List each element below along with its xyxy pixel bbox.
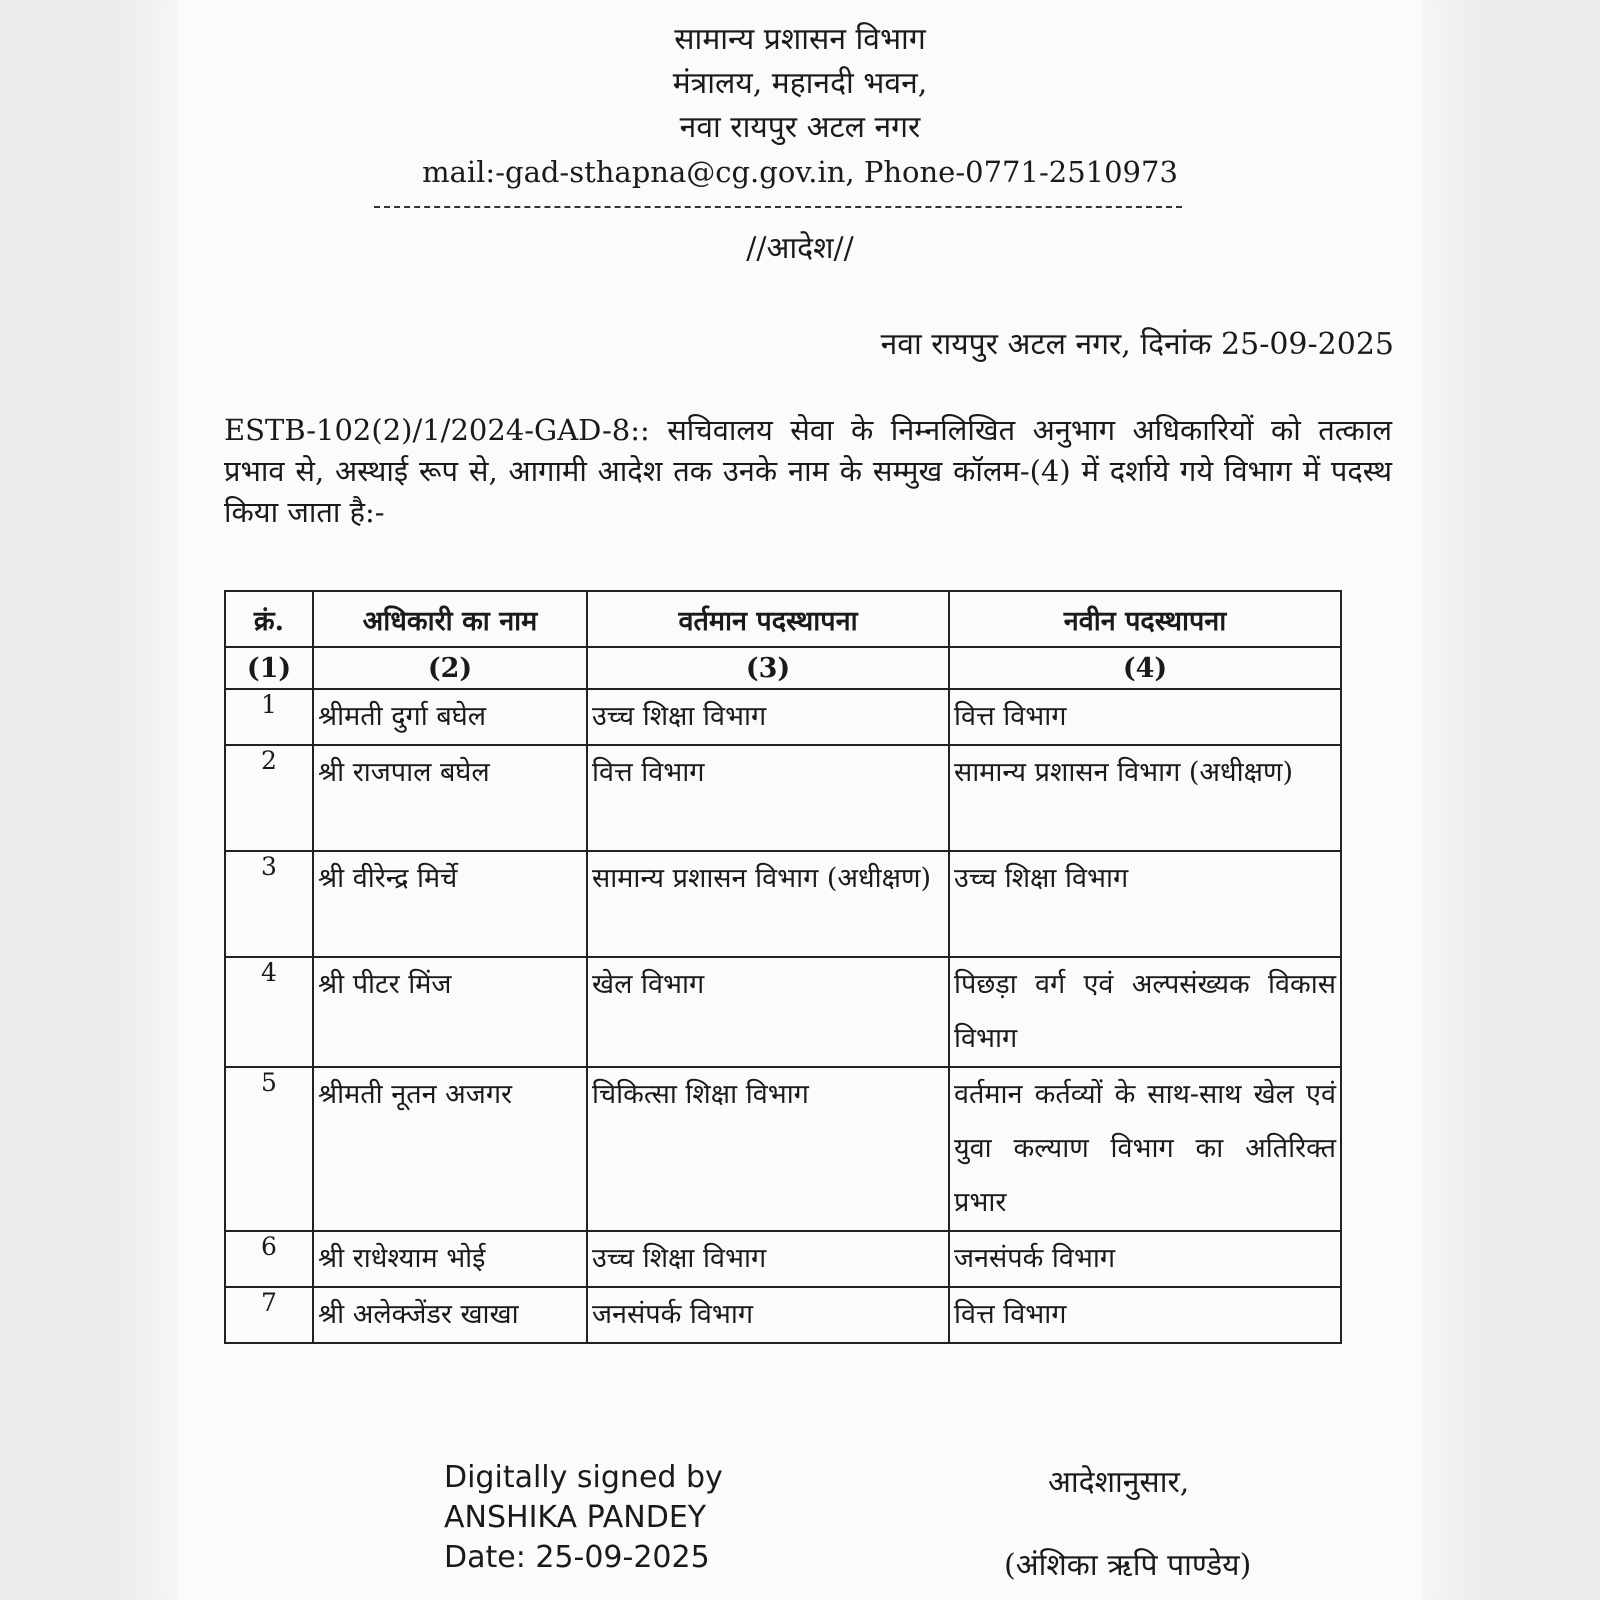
- new-posting-cell: वित्त विभाग: [949, 1287, 1341, 1343]
- department-name: सामान्य प्रशासन विभाग: [674, 22, 926, 57]
- serial-cell: 7: [225, 1287, 313, 1343]
- table-header-row: [225, 591, 1341, 647]
- officer-name-cell: श्री राजपाल बघेल: [313, 745, 587, 851]
- divider: [374, 206, 1182, 208]
- digital-signature: [444, 1458, 723, 1578]
- signatory-name: (अंशिका ऋपि पाण्डेय): [1004, 1548, 1252, 1583]
- officer-name-cell: श्रीमती नूतन अजगर: [313, 1067, 587, 1231]
- order-title: //आदेश//: [746, 231, 854, 266]
- posting-table: [224, 590, 1342, 1344]
- column-number: (2): [313, 647, 587, 689]
- new-posting-cell: पिछड़ा वर्ग एवं अल्पसंख्यक विकास विभाग: [949, 957, 1341, 1067]
- new-posting-cell: वर्तमान कर्तव्यों के साथ-साथ खेल एवं युवा कल्याण विभाग का अतिरिक्त प्रभार: [949, 1067, 1341, 1231]
- column-number: (4): [949, 647, 1341, 689]
- serial-cell: 5: [225, 1067, 313, 1231]
- header-serial: क्रं.: [225, 591, 313, 647]
- new-posting-cell: उच्च शिक्षा विभाग: [949, 851, 1341, 957]
- table-row: [225, 745, 1341, 851]
- officer-name-cell: श्री राधेश्याम भोई: [313, 1231, 587, 1287]
- table-row: [225, 1067, 1341, 1231]
- column-number: (3): [587, 647, 949, 689]
- current-posting-cell: सामान्य प्रशासन विभाग (अधीक्षण): [587, 851, 949, 957]
- new-posting-cell: सामान्य प्रशासन विभाग (अधीक्षण): [949, 745, 1341, 851]
- serial-cell: 3: [225, 851, 313, 957]
- column-number-row: [225, 647, 1341, 689]
- order-body-text: ESTB-102(2)/1/2024-GAD-8:: सचिवालय सेवा के निम्नलिखित अनुभाग अधिकारियों को तत्काल प्रभाव से, अस्थाई रूप से, आगामी आदेश तक उनके नाम के सम्मुख कॉलम-(4) में दर्शाये गये विभाग में पदस्थ किया जाता है:-: [224, 413, 1392, 529]
- officer-name-cell: श्रीमती दुर्गा बघेल: [313, 689, 587, 745]
- header-officer-name: अधिकारी का नाम: [313, 591, 587, 647]
- new-posting-cell: वित्त विभाग: [949, 689, 1341, 745]
- letterhead: [178, 18, 1422, 194]
- table-row: [225, 689, 1341, 745]
- header-current-posting: वर्तमान पदस्थापना: [587, 591, 949, 647]
- closing-text: आदेशानुसार,: [1048, 1465, 1190, 1500]
- contact-line: mail:-gad-sthapna@cg.gov.in, Phone-0771-2510973: [422, 155, 1178, 189]
- order-document: [178, 0, 1422, 1600]
- current-posting-cell: उच्च शिक्षा विभाग: [587, 689, 949, 745]
- serial-cell: 6: [225, 1231, 313, 1287]
- column-number: (1): [225, 647, 313, 689]
- current-posting-cell: वित्त विभाग: [587, 745, 949, 851]
- serial-cell: 4: [225, 957, 313, 1067]
- officer-name-cell: श्री अलेक्जेंडर खाखा: [313, 1287, 587, 1343]
- signature-date: Date: 25-09-2025: [444, 1540, 710, 1575]
- current-posting-cell: चिकित्सा शिक्षा विभाग: [587, 1067, 949, 1231]
- serial-cell: 1: [225, 689, 313, 745]
- current-posting-cell: खेल विभाग: [587, 957, 949, 1067]
- new-posting-cell: जनसंपर्क विभाग: [949, 1231, 1341, 1287]
- place-date-line: नवा रायपुर अटल नगर, दिनांक 25-09-2025: [880, 327, 1394, 362]
- signature-line: Digitally signed by: [444, 1460, 723, 1495]
- table-row: [225, 1287, 1341, 1343]
- table-row: [225, 1231, 1341, 1287]
- table-row: [225, 851, 1341, 957]
- table-row: [225, 957, 1341, 1067]
- signer-name: ANSHIKA PANDEY: [444, 1500, 707, 1535]
- city-address: नवा रायपुर अटल नगर: [679, 110, 921, 145]
- current-posting-cell: जनसंपर्क विभाग: [587, 1287, 949, 1343]
- serial-cell: 2: [225, 745, 313, 851]
- header-new-posting: नवीन पदस्थापना: [949, 591, 1341, 647]
- current-posting-cell: उच्च शिक्षा विभाग: [587, 1231, 949, 1287]
- building-address: मंत्रालय, महानदी भवन,: [672, 66, 928, 101]
- officer-name-cell: श्री वीरेन्द्र मिर्चे: [313, 851, 587, 957]
- officer-name-cell: श्री पीटर मिंज: [313, 957, 587, 1067]
